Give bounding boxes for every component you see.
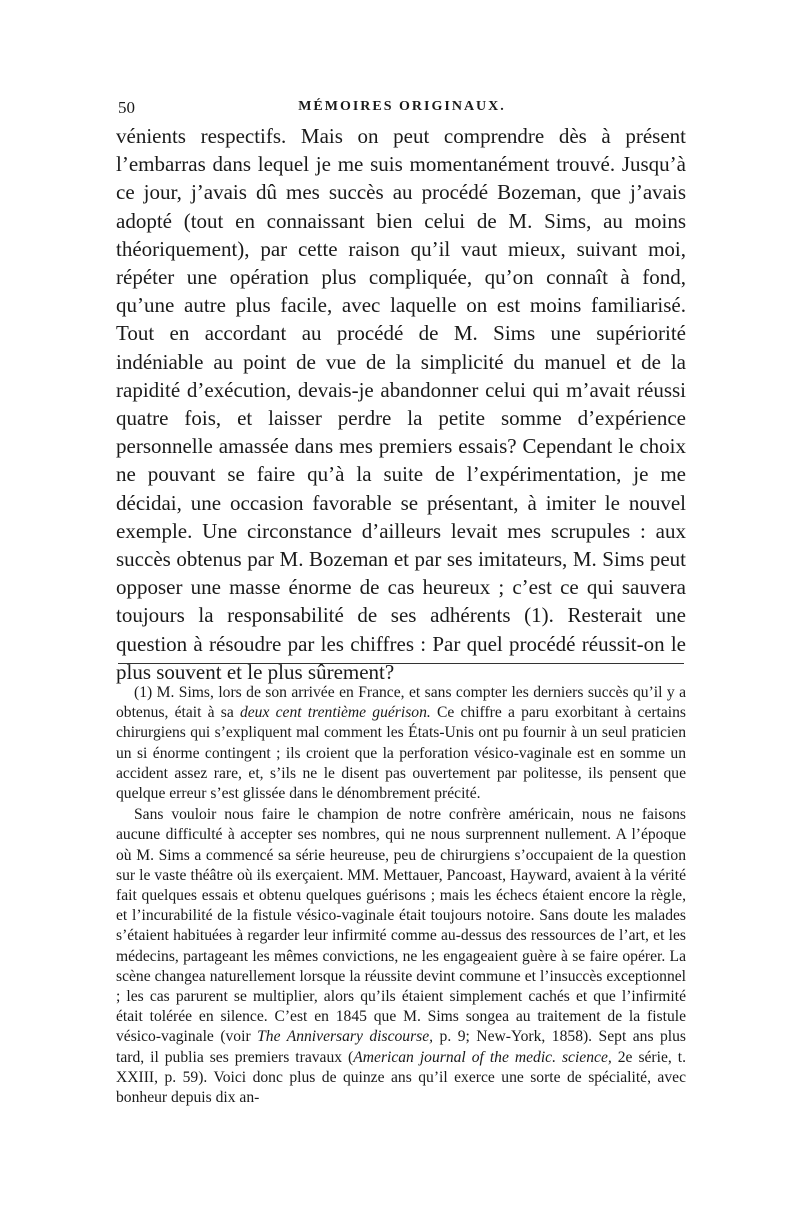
footnote-2-italic-title: The Anniversary discourse, [257, 1028, 434, 1046]
footnote-2-text-mid: p. 9; New-York, 1858). Sept ans plus tard, il publia ses premiers travaux ( [116, 1028, 686, 1066]
footnotes [116, 683, 686, 1108]
page-number: 50 [118, 98, 135, 117]
footnote-2-italic-journal: American journal of the medic. science, [353, 1048, 612, 1066]
main-text [116, 122, 686, 686]
footnote-continuation [116, 805, 686, 1108]
footnote-2-text: Sans vouloir nous faire le champion de notre confrère américain, nous ne faisons aucune difficulté à accepter ses nombres, qui ne nous surprennent nullement. A l’époque où M. Sims a commencé sa série heureuse, peu de chirurgiens s’occupaient de la question sur le vaste théâtre où ils exerçaient. MM. Mettauer, Pancoast, Hayward, avaient à la vérité fait quelques essais et obtenu quelques guérisons ; mais les échecs étaient encore la règle, et l’incurabilité de la fistule vésico-vaginale était toujours notoire. Sans doute les malades s’étaient habituées à regarder leur infirmité comme au-dessus des ressources de l’art, et les médecins, partageant les mêmes convictions, ne les engageaient guère à se faire opérer. La scène changea naturellement lorsque la réussite devint commune et l’insuccès exceptionnel ; les cas parurent se multiplier, alors qu’ils étaient simplement cachés et que l’infirmité était tolérée en silence. C’est en 1845 que M. Sims songea au traitement de la fistule vésico-vaginale (voir [116, 806, 686, 1046]
footnote-1-italic: deux cent trentième guérison. [239, 704, 431, 722]
footnote-2-text-end: 2e série, t. XXIII, p. 59). Voici donc plus de quinze ans qu’il exerce une sorte de spécialité, avec bonheur depuis dix an- [116, 1048, 686, 1107]
footnote-divider [118, 663, 684, 664]
main-paragraph: vénients respectifs. Mais on peut comprendre dès à présent l’embarras dans lequel je me suis momentanément trouvé. Jusqu’à ce jour, j’avais dû mes succès au procédé Bozeman, que j’avais adopté (tout en connaissant bien celui de M. Sims, au moins théoriquement), par cette raison qu’il vaut mieux, suivant moi, répéter une opération plus compliquée, qu’on connaît à fond, qu’une autre plus facile, avec laquelle on est moins familiarisé. Tout en accordant au procédé de M. Sims une supériorité indéniable au point de vue de la simplicité du manuel et de la rapidité d’exécution, devais-je abandonner celui qui m’avait réussi quatre fois, et laisser perdre la petite somme d’expérience personnelle amassée dans mes premiers essais? Cependant le choix ne pouvant se faire qu’à la suite de l’expérimentation, je me décidai, une occasion favorable se présentant, à imiter le nouvel exemple. Une circonstance d’ailleurs levait mes scrupules : aux succès obtenus par M. Bozeman et par ses imitateurs, M. Sims peut opposer une masse énorme de cas heureux ; c’est ce qui sauvera toujours la responsabilité de ses adhérents (1). Resterait une question à résoudre par les chiffres : Par quel procédé réussit-on le plus souvent et le plus sûrement? [116, 124, 686, 684]
running-title: MÉMOIRES ORIGINAUX. [298, 99, 506, 114]
footnote-1-text-end: Ce chiffre a paru exorbitant à certains chirurgiens qui s’expliquent mal comment les États-Unis ont pu fournir à un seul praticien un si énorme contingent ; ils croient que la perforation vésico-vaginale est en somme un accident assez rare, et, s’ils ne le disent pas ouvertement par politesse, ils pensent que quelque erreur s’est glissée dans le dénombrement précité. [116, 704, 687, 803]
page-header [118, 98, 686, 120]
footnote-1-text: (1) M. Sims, lors de son arrivée en France, et sans compter les derniers succès qu’il y a obtenus, était à sa [116, 684, 686, 722]
footnote-1 [116, 683, 686, 804]
